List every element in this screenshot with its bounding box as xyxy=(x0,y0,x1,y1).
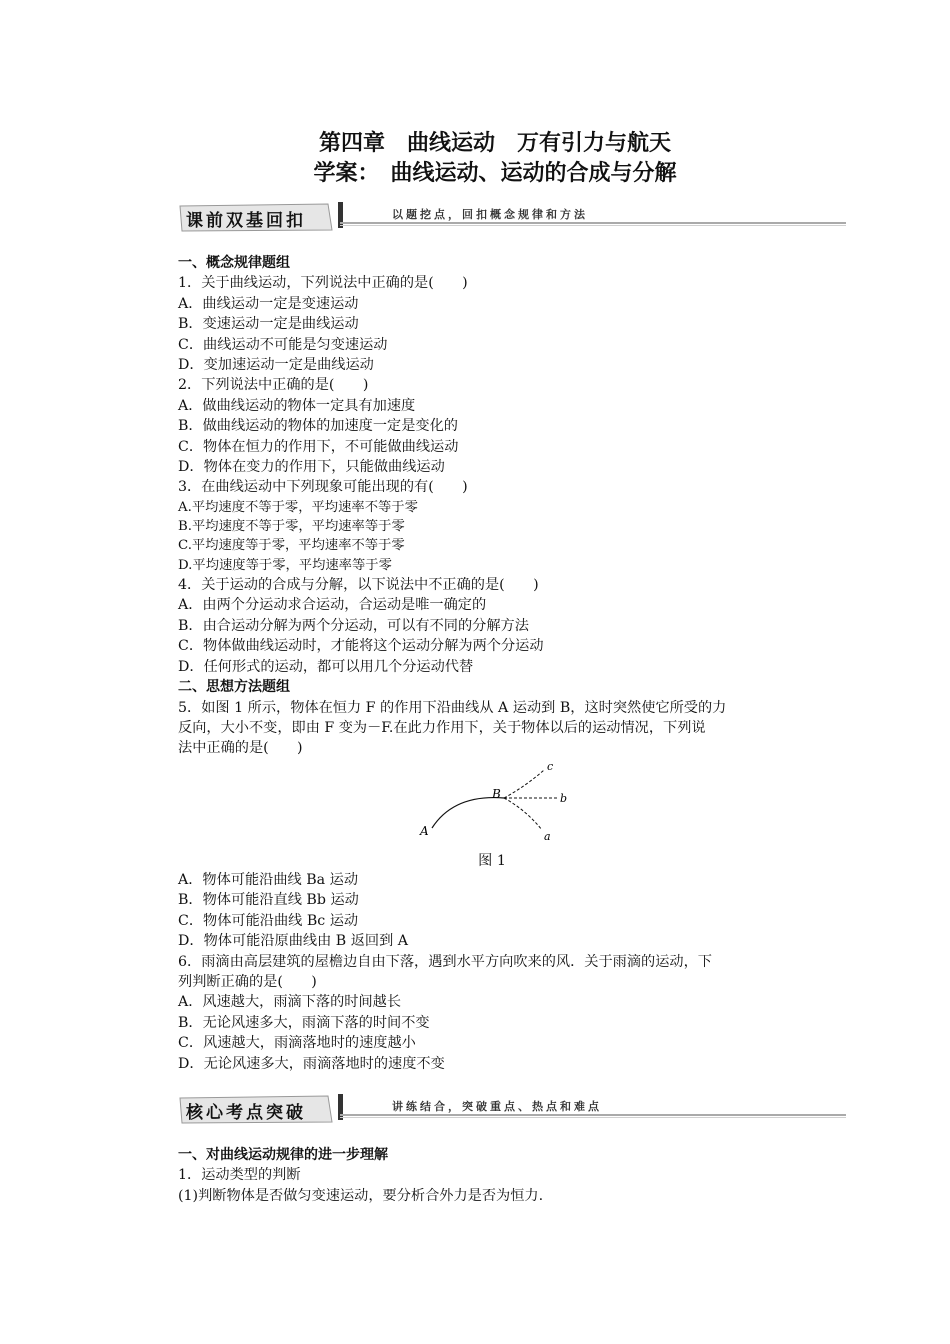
section-heading: 一、概念规律题组 xyxy=(178,255,290,271)
chapter-title: 第四章 曲线运动 万有引力与航天 xyxy=(318,131,671,156)
question-1-option-d: D．变加速运动一定是曲线运动 xyxy=(178,357,374,374)
section-heading: 二、思想方法题组 xyxy=(178,679,290,696)
figure-1-caption: 图 1 xyxy=(478,853,506,869)
core-points xyxy=(178,1145,818,1206)
question-5-option-b: B．物体可能沿直线 Bb 运动 xyxy=(178,892,359,909)
point-1-sub-1: (1)判断物体是否做匀变速运动，要分析合外力是否为恒力. xyxy=(178,1187,544,1204)
section-banner-core xyxy=(178,1094,846,1124)
question-1-option-a: A．曲线运动一定是变速运动 xyxy=(178,295,359,312)
question-5-option-d: D．物体可能沿原曲线由 B 返回到 A xyxy=(178,933,409,950)
banner-tag-label: 课前双基回扣 xyxy=(186,211,306,231)
label-b: b xyxy=(560,792,568,805)
lesson-title: 学案： 曲线运动、运动的合成与分解 xyxy=(313,161,677,186)
trajectory-curve-ab xyxy=(432,798,504,828)
question-6-line-2: 列判断正确的是( ) xyxy=(178,974,317,991)
banner-rule-thin xyxy=(340,1117,846,1118)
question-1-option-c: C．曲线运动不可能是匀变速运动 xyxy=(178,336,388,353)
question-6-option-c: C．风速越大，雨滴落地时的速度越小 xyxy=(178,1035,416,1052)
banner-rule-thin xyxy=(340,225,846,226)
question-2-option-b: B．做曲线运动的物体的加速度一定是变化的 xyxy=(178,418,458,435)
concept-questions xyxy=(178,253,818,759)
question-6-option-a: A．风速越大，雨滴下落的时间越长 xyxy=(178,994,402,1011)
section-heading: 一、对曲线运动规律的进一步理解 xyxy=(178,1147,388,1163)
question-4-stem: 4．关于运动的合成与分解，以下说法中不正确的是( ) xyxy=(178,577,539,594)
label-point-b: B xyxy=(492,787,501,801)
question-3-option-d: D.平均速度等于零，平均速率等于零 xyxy=(178,557,392,573)
question-2-option-d: D．物体在变力的作用下，只能做曲线运动 xyxy=(178,459,445,476)
question-4-option-b: B．由合运动分解为两个分运动，可以有不同的分解方法 xyxy=(178,617,529,634)
label-c: c xyxy=(547,760,554,773)
figure-1-trajectory-diagram xyxy=(414,758,574,842)
label-a: a xyxy=(544,830,551,842)
question-5-line-1: 5．如图 1 所示，物体在恒力 F 的作用下沿曲线从 A 运动到 B，这时突然使它所受的力 xyxy=(178,699,727,716)
banner-subtitle: 讲练结合，突破重点、热点和难点 xyxy=(392,1100,602,1113)
question-2-option-c: C．物体在恒力的作用下，不可能做曲线运动 xyxy=(178,438,459,455)
point-1: 1．运动类型的判断 xyxy=(178,1167,301,1184)
question-6-option-d: D．无论风速多大，雨滴落地时的速度不变 xyxy=(178,1055,445,1072)
banner-rule xyxy=(340,1114,846,1116)
dashed-path-bc xyxy=(504,770,544,798)
question-5-option-a: A．物体可能沿曲线 Ba 运动 xyxy=(178,872,359,888)
question-1-stem: 1．关于曲线运动，下列说法中正确的是( ) xyxy=(178,275,468,292)
section-banner-review xyxy=(178,202,846,232)
question-3-option-c: C.平均速度等于零，平均速率不等于零 xyxy=(178,538,405,554)
question-1-option-b: B．变速运动一定是曲线运动 xyxy=(178,316,359,333)
question-2-stem: 2．下列说法中正确的是( ) xyxy=(178,377,369,394)
question-5-line-3: 法中正确的是( ) xyxy=(178,740,303,757)
banner-rule xyxy=(340,222,846,224)
banner-subtitle: 以题挖点，回扣概念规律和方法 xyxy=(392,208,588,221)
question-4-option-a: A．由两个分运动求合运动，合运动是唯一确定的 xyxy=(178,597,487,614)
question-2-option-a: A．做曲线运动的物体一定具有加速度 xyxy=(178,397,416,414)
question-3-stem: 3．在曲线运动中下列现象可能出现的有( ) xyxy=(178,479,468,496)
question-4-option-c: C．物体做曲线运动时，才能将这个运动分解为两个分运动 xyxy=(178,638,544,655)
question-3-option-b: B.平均速度不等于零，平均速率等于零 xyxy=(178,519,405,535)
question-4-option-d: D．任何形式的运动，都可以用几个分运动代替 xyxy=(178,658,474,675)
question-6-line-1: 6．雨滴由高层建筑的屋檐边自由下落，遇到水平方向吹来的风．关于雨滴的运动，下 xyxy=(178,953,712,970)
question-6-option-b: B．无论风速多大，雨滴下落的时间不变 xyxy=(178,1014,430,1031)
banner-tag-label: 核心考点突破 xyxy=(186,1103,306,1123)
question-5-option-c: C．物体可能沿曲线 Bc 运动 xyxy=(178,912,359,929)
question-5-line-2: 反向，大小不变，即由 F 变为－F.在此力作用下，关于物体以后的运动情况，下列说 xyxy=(178,719,706,736)
method-questions xyxy=(178,870,818,1074)
dashed-path-ba xyxy=(504,798,542,830)
question-3-option-a: A.平均速度不等于零，平均速率不等于零 xyxy=(178,499,418,515)
label-point-a: A xyxy=(420,824,429,838)
